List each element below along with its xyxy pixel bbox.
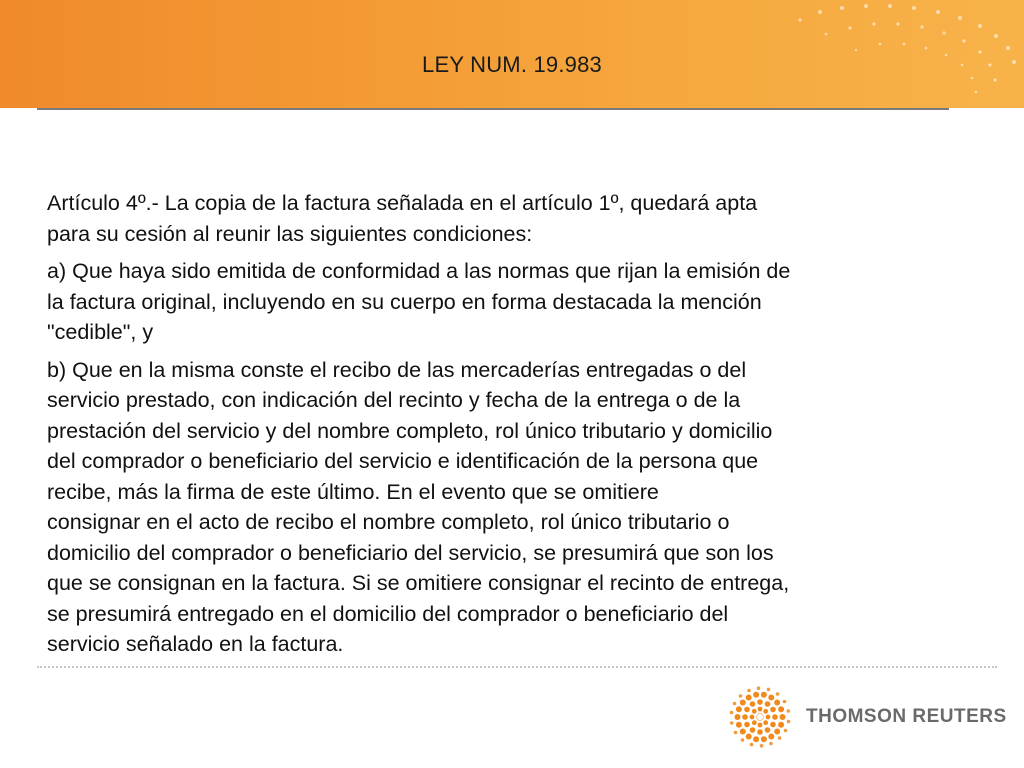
header-band — [0, 0, 1024, 108]
slide-title: LEY NUM. 19.983 — [422, 52, 602, 77]
article-paragraph-b: b) Que en la misma conste el recibo de las mercaderías entregadas o del servicio prestado, con indicación del recinto y fecha de la entrega o de la prestación del servicio y del nombre completo, rol único tributario y domicilio del comprador o beneficiario del servicio e identificación de la persona que recibe, más la firma de este último. En el evento que se omitiere consignar en el acto de recibo el nombre completo, rol único tributario o domicilio del comprador o beneficiario del servicio, se presumirá que son los que se consignan en la factura. Si se omitiere consignar el recinto de entrega, se presumirá entregado en el domicilio del comprador o beneficiario del servicio señalado en la factura. — [47, 357, 790, 656]
thomson-reuters-dot-sphere-icon — [728, 685, 792, 749]
article-paragraph-a: a) Que haya sido emitida de conformidad a las normas que rijan la emisión de la factura original, incluyendo en su cuerpo en forma destacada la mención "cedible", y — [47, 259, 791, 344]
header-divider — [37, 108, 949, 110]
footer-divider — [37, 666, 997, 668]
article-paragraph-intro: Artículo 4º.- La copia de la factura señalada en el artículo 1º, quedará apta para su cesión al reunir las siguientes condiciones: — [47, 191, 758, 246]
article-body — [47, 188, 947, 667]
thomson-reuters-logo — [728, 684, 1008, 750]
logo-wordmark: THOMSON REUTERS — [806, 706, 1007, 727]
